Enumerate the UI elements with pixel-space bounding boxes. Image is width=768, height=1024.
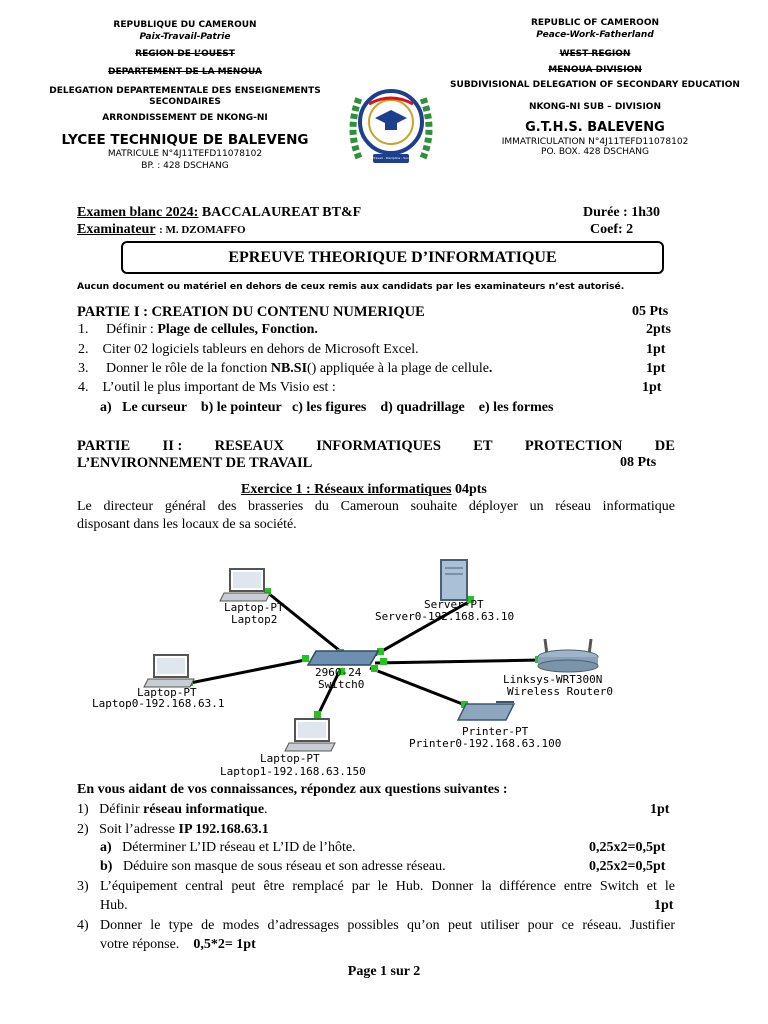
subdivision-en: NKONG-NI SUB – DIVISION xyxy=(529,102,661,112)
q-keyword: réseau informatique xyxy=(143,802,265,817)
part2-q2a xyxy=(100,840,356,856)
part1-q2-points: 1pt xyxy=(646,342,666,357)
part1-q4 xyxy=(78,380,336,396)
exam-line xyxy=(77,205,361,221)
title-word: ET xyxy=(473,438,493,454)
matricule: MATRICULE N°4J11TEFD11078102 xyxy=(107,149,263,159)
part2-q1-points: 1pt xyxy=(650,802,670,817)
q-number: 3. xyxy=(78,361,89,376)
q-number: 4. xyxy=(78,380,89,395)
title-word: PROTECTION xyxy=(524,438,623,454)
motto-en: Peace-Work-Fatherland xyxy=(536,30,654,40)
q-punct: . xyxy=(264,802,268,817)
network-diagram xyxy=(80,555,700,780)
part1-q1 xyxy=(78,322,318,338)
part2-points: 08 Pts xyxy=(620,455,657,470)
examiner-line xyxy=(77,222,246,238)
router-name: Wireless Router0 xyxy=(507,685,613,698)
q-text: Soit l’adresse xyxy=(99,822,175,837)
laptop0-type: Laptop-PT xyxy=(137,686,197,699)
q-number: 2) xyxy=(77,822,89,837)
part2-q2b xyxy=(100,859,446,875)
q-number: 1. xyxy=(78,322,89,337)
title-word: RESEAUX xyxy=(214,438,284,454)
delegation-en: SUBDIVISIONAL DELEGATION OF SECONDARY EDUCATION xyxy=(450,80,740,90)
examiner-name: : M. DZOMAFFO xyxy=(159,224,246,236)
district-fr: ARRONDISSEMENT DE NKONG-NI xyxy=(102,113,268,123)
motto-fr: Paix-Travail-Patrie xyxy=(139,32,231,42)
switch-name: Switch0 xyxy=(318,678,365,691)
part2-q4-line1: Donner le type de modes d’adressages possibles qu’on peut utiliser pour ce réseau. Justifier xyxy=(100,918,675,933)
laptop1-icon xyxy=(285,717,337,753)
wireless-router-icon xyxy=(535,637,601,673)
school-logo xyxy=(345,80,437,170)
exam-name: BACCALAUREAT BT&F xyxy=(201,205,362,220)
part2-q3 xyxy=(77,879,89,895)
part1-points: 05 Pts xyxy=(632,304,669,319)
q-keyword: NB.SI xyxy=(270,361,308,376)
q-number: 2. xyxy=(78,342,89,357)
q-label: a) xyxy=(100,840,112,855)
exercise1-title xyxy=(241,482,487,498)
q-text-end: () appliquée à la plage de cellule xyxy=(307,361,489,376)
country-fr: REPUBLIQUE DU CAMEROUN xyxy=(113,20,257,30)
printer-type: Printer-PT xyxy=(462,725,529,738)
part2-q2 xyxy=(77,822,269,838)
q-text: votre réponse. xyxy=(100,937,180,952)
bp: BP. : 428 DSCHANG xyxy=(141,161,229,171)
laptop1-type: Laptop-PT xyxy=(260,752,320,765)
part2-q4-points: 0,5*2= 1pt xyxy=(193,937,256,952)
q-label: b) xyxy=(100,859,113,874)
exam-label: Examen blanc 2024: xyxy=(77,205,199,220)
part2-q4 xyxy=(77,918,89,934)
part1-q3-points: 1pt xyxy=(646,361,666,376)
switch-model: 2960-24 xyxy=(315,666,362,679)
q-number: 3) xyxy=(77,879,89,894)
part2-q1 xyxy=(77,802,268,818)
region-fr: REGION DE L’OUEST xyxy=(135,49,235,59)
server-name: Server0-192.168.63.10 xyxy=(375,610,515,623)
part1-q4-options: a) Le curseur b) le pointeur c) les figures d) quadrillage e) les formes xyxy=(100,400,554,415)
title-word: DE xyxy=(654,438,675,454)
q-text: Déterminer L’ID réseau et L’ID de l’hôte. xyxy=(122,840,356,855)
page-number: Page 1 sur 2 xyxy=(347,964,421,979)
q-text: L’outil le plus important de Ms Visio est : xyxy=(102,380,336,395)
school-name-fr: LYCEE TECHNIQUE DE BALEVENG xyxy=(61,132,309,148)
exam-duration: Durée : 1h30 xyxy=(583,205,660,220)
po-box: PO. BOX. 428 DSCHANG xyxy=(541,147,649,157)
q-keyword: Plage de cellules, Fonction. xyxy=(157,322,318,337)
country-en: REPUBLIC OF CAMEROON xyxy=(530,18,660,28)
part1-q1-points: 2pts xyxy=(646,322,671,337)
server-type: Server-PT xyxy=(424,598,484,611)
laptop1-name: Laptop1-192.168.63.150 xyxy=(220,765,366,778)
division-en: MENOUA DIVISION xyxy=(548,65,642,75)
printer-icon xyxy=(456,700,516,726)
q-keyword: IP 192.168.63.1 xyxy=(178,822,269,837)
q-punct: . xyxy=(488,361,493,376)
part2-q3-line2: Hub. xyxy=(100,898,128,913)
exam-title: EPREUVE THEORIQUE D’INFORMATIQUE xyxy=(121,241,664,274)
title-word: INFORMATIQUES xyxy=(316,438,441,454)
title-word: PARTIE xyxy=(77,438,131,454)
examiner-label: Examinateur xyxy=(77,222,156,237)
part2-q3-points: 1pt xyxy=(654,898,674,913)
title-word: II : xyxy=(162,438,183,454)
department-fr: DEPARTEMENT DE LA MENOUA xyxy=(108,67,262,77)
part2-title-line1 xyxy=(77,438,675,455)
questions-prompt: En vous aidant de vos connaissances, répondez aux questions suivantes : xyxy=(77,782,508,797)
exercise-title-text: Exercice 1 : Réseaux informatiques xyxy=(241,482,452,497)
part1-q3 xyxy=(78,361,492,377)
laptop0-icon xyxy=(144,653,196,689)
region-en: WEST REGION xyxy=(559,49,631,59)
exercise-points: 04pts xyxy=(454,482,487,497)
exercise1-intro-line1: Le directeur général des brasseries du Cameroun souhaite déployer un réseau informatique xyxy=(77,499,675,514)
part1-q4-points: 1pt xyxy=(642,380,662,395)
part2-q4-line2 xyxy=(100,937,256,953)
q-text: Citer 02 logiciels tableurs en dehors de Microsoft Excel. xyxy=(102,342,419,357)
laptop2-icon xyxy=(220,567,272,603)
school-name-en: G.T.H.S. BALEVENG xyxy=(525,120,665,135)
q-number: 1) xyxy=(77,802,89,817)
part2-q3-line1: L’équipement central peut être remplacé par le Hub. Donner la différence entre Switch et le xyxy=(100,879,675,894)
delegation-fr: DELEGATION DEPARTEMENTALE DES ENSEIGNEMENTS SECONDAIRES xyxy=(49,86,321,107)
q-text: Déduire son masque de sous réseau et son adresse réseau. xyxy=(122,859,446,874)
exercise1-intro-line2: disposant dans les locaux de sa société. xyxy=(77,517,297,532)
q-text: Donner le rôle de la fonction xyxy=(106,361,268,376)
laptop0-name: Laptop0-192.168.63.1 xyxy=(92,697,225,710)
printer-name: Printer0-192.168.63.100 xyxy=(409,737,562,750)
q-number: 4) xyxy=(77,918,89,933)
part1-title: PARTIE I : CREATION DU CONTENU NUMERIQUE xyxy=(77,304,425,320)
router-model: Linksys-WRT300N xyxy=(503,673,603,686)
laptop2-name: Laptop2 xyxy=(231,613,278,626)
exam-coef: Coef: 2 xyxy=(590,222,634,237)
part2-q2a-points: 0,25x2=0,5pt xyxy=(589,840,666,855)
q-text: Définir xyxy=(99,802,140,817)
immatriculation: IMMATRICULATION N°4J11TEFD11078102 xyxy=(501,137,689,147)
part2-q2b-points: 0,25x2=0,5pt xyxy=(589,859,666,874)
logo-motto: Travail - Discipline - Succès xyxy=(373,156,414,160)
exam-notice: Aucun document ou matériel en dehors de ceux remis aux candidats par les examinateurs n’est autorisé. xyxy=(77,281,625,292)
part2-title-line2: L’ENVIRONNEMENT DE TRAVAIL xyxy=(77,455,313,471)
server-icon xyxy=(435,558,473,602)
laptop2-type: Laptop-PT xyxy=(224,601,284,614)
part1-q2 xyxy=(78,342,419,358)
q-text: Définir : xyxy=(106,322,154,337)
